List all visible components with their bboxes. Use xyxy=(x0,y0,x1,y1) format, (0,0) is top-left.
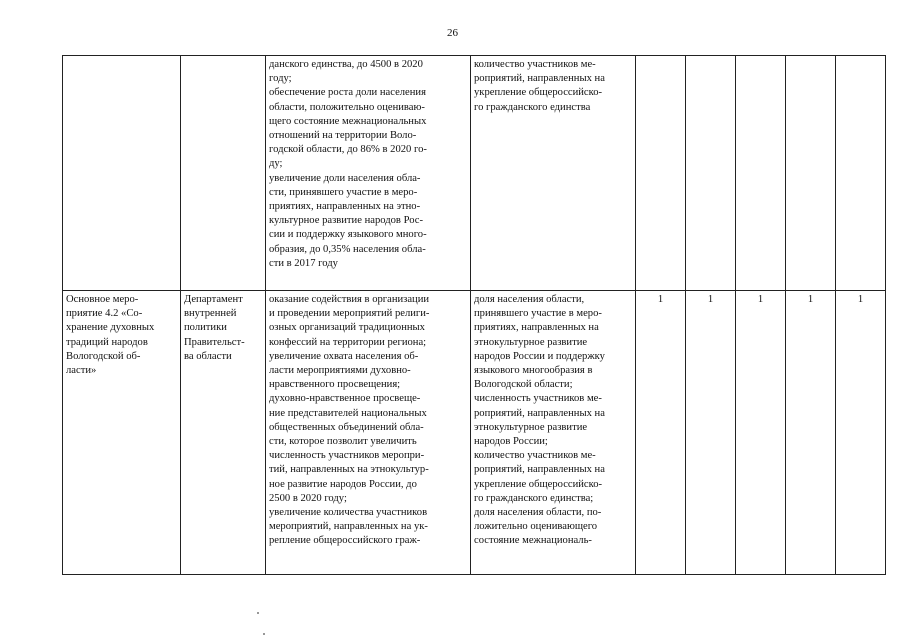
text-line: нравственного просвещения; xyxy=(269,379,401,391)
text-line: и проведении мероприятий религи- xyxy=(269,308,430,320)
text-line: численность участников ме- xyxy=(474,393,602,405)
results-cell xyxy=(266,56,471,291)
text-line: этнокультурное развитие xyxy=(474,421,588,433)
value-cell xyxy=(686,56,736,291)
text-line: роприятий, направленных на xyxy=(474,407,605,419)
results-cell xyxy=(266,291,471,575)
text-line: увеличение доли населения обла- xyxy=(269,172,421,184)
text-line: народов России и поддержку xyxy=(474,350,605,362)
text-line: укрепление общероссийско- xyxy=(474,478,603,490)
value-cell: 1 xyxy=(636,291,686,575)
text-line: отношений на территории Воло- xyxy=(269,130,417,142)
scan-speck xyxy=(257,612,259,614)
text-line: Вологодской об- xyxy=(66,350,141,362)
text-line: ние представителей национальных xyxy=(269,407,427,419)
text-line: Департамент xyxy=(184,294,243,305)
text-line: численность участников меропри- xyxy=(269,450,425,462)
text-line: количество участников ме- xyxy=(474,450,596,462)
text-line: обеспечение роста доли населения xyxy=(269,87,426,99)
text-line: доля населения области, по- xyxy=(474,507,602,519)
text-line: Основное меро- xyxy=(66,294,139,305)
text-line: традиций народов xyxy=(66,336,148,348)
text-line: го гражданского единства xyxy=(474,101,591,113)
text-line: сти, принявшего участие в меро- xyxy=(269,186,418,198)
text-line: году; xyxy=(269,73,292,85)
text-line: политики xyxy=(184,322,227,334)
indicators-cell xyxy=(471,56,636,291)
text-line: ласти» xyxy=(66,365,97,377)
value-cell: 1 xyxy=(786,291,836,575)
text-line: оказание содействия в организации xyxy=(269,294,430,305)
text-line: роприятий, направленных на xyxy=(474,73,605,85)
text-line: принявшего участие в меро- xyxy=(474,308,602,320)
text-line: ласти мероприятиями духовно- xyxy=(269,365,411,377)
text-line: духовно-нравственное просвеще- xyxy=(269,393,421,405)
text-line: мероприятий, направленных на ук- xyxy=(269,521,428,533)
text-line: сти, которое позволит увеличить xyxy=(269,436,417,448)
text-line: сии и поддержку языкового много- xyxy=(269,229,427,241)
text-line: ва области xyxy=(184,350,232,362)
program-table xyxy=(62,55,886,575)
value-cell: 1 xyxy=(686,291,736,575)
text-line: увеличение количества участников xyxy=(269,507,428,519)
text-line: ное развитие народов России, до xyxy=(269,478,417,490)
page-number: 26 xyxy=(447,27,458,39)
text-line: сти в 2017 году xyxy=(269,257,338,269)
indicators-cell xyxy=(471,291,636,575)
text-line: хранение духовных xyxy=(66,322,155,334)
text-line: области, положительно оцениваю- xyxy=(269,101,425,113)
text-line: Вологодской области; xyxy=(474,379,573,391)
text-line: внутренней xyxy=(184,308,237,320)
value-cell xyxy=(836,56,886,291)
text-line: роприятий, направленных на xyxy=(474,464,605,476)
text-line: приятиях, направленных на этно- xyxy=(269,201,421,213)
value-cell: 1 xyxy=(836,291,886,575)
text-line: 2500 в 2020 году; xyxy=(269,492,347,504)
text-line: народов России; xyxy=(474,436,548,448)
text-line: количество участников ме- xyxy=(474,59,596,70)
table-row xyxy=(63,291,886,575)
text-line: языкового многообразия в xyxy=(474,365,593,377)
text-line: увеличение охвата населения об- xyxy=(269,350,419,362)
text-line: тий, направленных на этнокультур- xyxy=(269,464,429,476)
value-cell xyxy=(736,56,786,291)
text-line: приятие 4.2 «Со- xyxy=(66,308,143,320)
event-cell xyxy=(63,291,181,575)
text-line: укрепление общероссийско- xyxy=(474,87,603,99)
text-line: ложительно оценивающего xyxy=(474,521,598,533)
scan-speck xyxy=(263,633,265,635)
text-line: конфессий на территории региона; xyxy=(269,336,427,348)
text-line: доля населения области, xyxy=(474,294,585,305)
text-line: репление общероссийского граж- xyxy=(269,535,421,547)
table-row xyxy=(63,56,886,291)
text-line: этнокультурное развитие xyxy=(474,336,588,348)
text-line: состояние межнациональ- xyxy=(474,535,592,547)
text-line: культурное развитие народов Рос- xyxy=(269,215,423,227)
text-line: Правительст- xyxy=(184,336,245,348)
value-cell xyxy=(786,56,836,291)
text-line: го гражданского единства; xyxy=(474,492,594,504)
text-line: образия, до 0,35% населения обла- xyxy=(269,243,426,255)
text-line: годской области, до 86% в 2020 го- xyxy=(269,144,427,156)
text-line: приятиях, направленных на xyxy=(474,322,599,334)
executor-cell xyxy=(181,291,266,575)
text-line: озных организаций традиционных xyxy=(269,322,425,334)
value-cell: 1 xyxy=(736,291,786,575)
executor-cell xyxy=(181,56,266,291)
text-line: ду; xyxy=(269,158,283,170)
text-line: общественных объединений обла- xyxy=(269,421,424,433)
text-line: данского единства, до 4500 в 2020 xyxy=(269,59,423,70)
value-cell xyxy=(636,56,686,291)
text-line: щего состояние межнациональных xyxy=(269,115,427,127)
event-cell xyxy=(63,56,181,291)
